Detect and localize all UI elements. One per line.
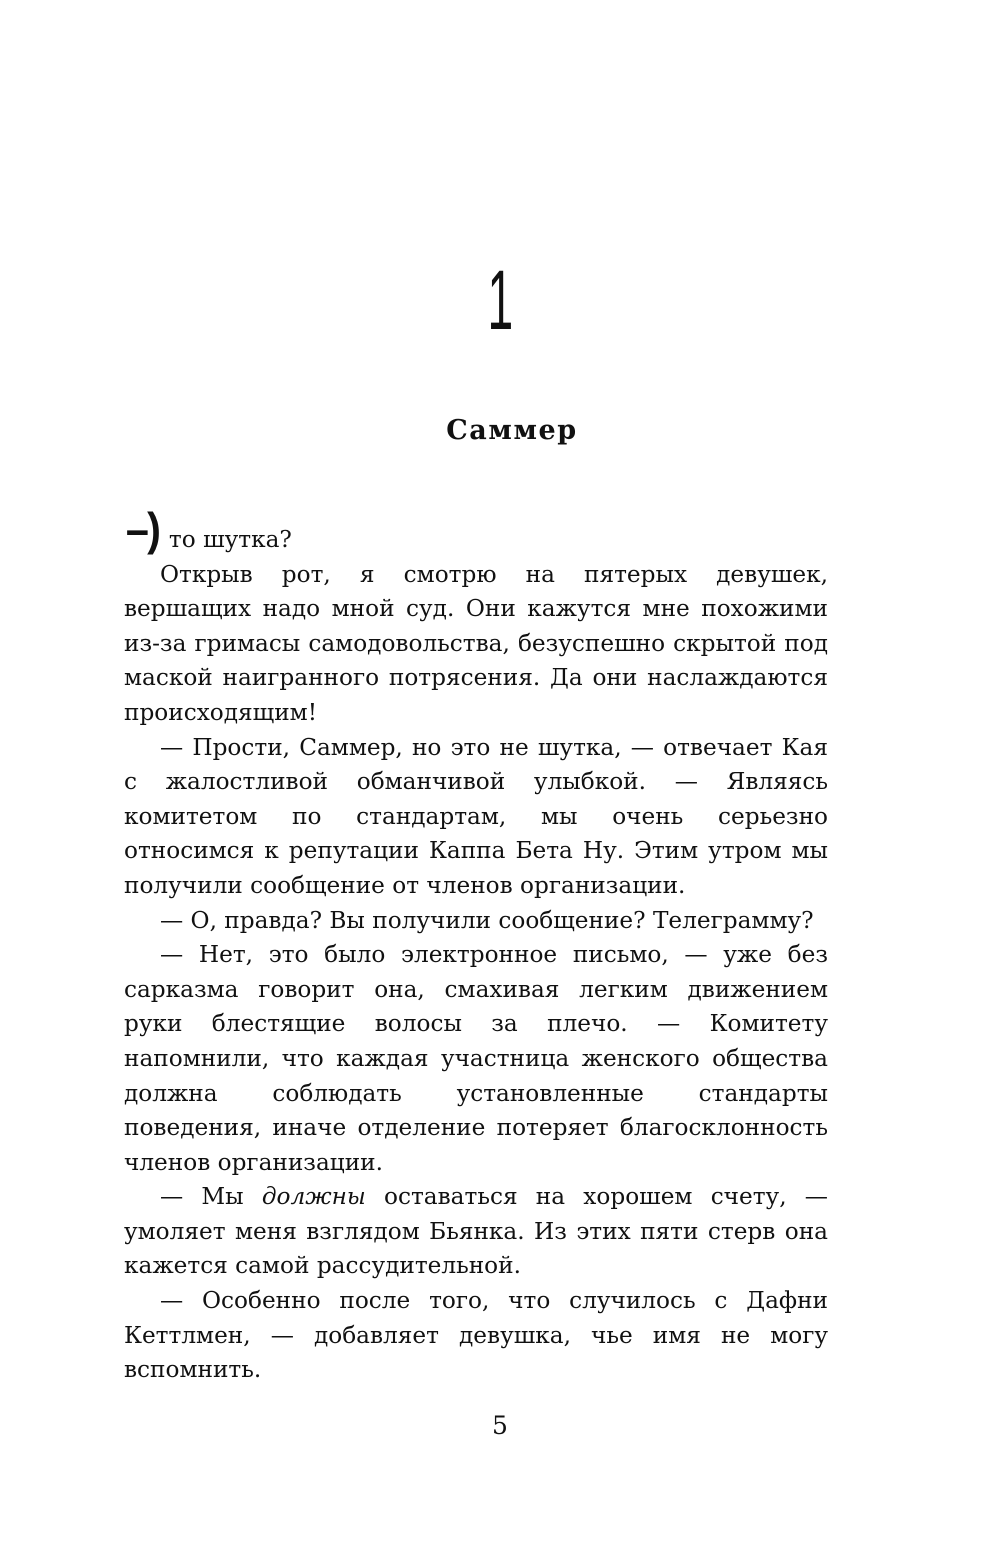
emphasis: должны xyxy=(261,1183,366,1211)
page-number: 5 xyxy=(492,1411,508,1440)
drop-cap: –) xyxy=(125,503,160,555)
paragraph: Открыв рот, я смотрю на пятерых девушек, вершащих надо мной суд. Они кажутся мне похожими из-за гримасы самодовольства, безуспешно скрытой под маской наигранного потрясения. Да они наслаждаются происходящим! xyxy=(124,560,828,726)
paragraph: — Прости, Саммер, но это не шутка, — отвечает Кая с жалостливой обманчивой улыбкой. — Являясь комитетом по стандартам, мы очень серьезно относимся к репутации Каппа Бета Ну. Этим утром мы получили сообщение от членов организации. xyxy=(124,733,828,899)
chapter-text xyxy=(124,503,828,1388)
paragraph: — Особенно после того, что случилось с Дафни Кеттлмен, — добавляет девушка, чье имя не могу вспомнить. xyxy=(124,1287,828,1384)
paragraph: –) то шутка? xyxy=(125,503,292,555)
chapter-title: Саммер xyxy=(446,415,578,446)
paragraph: — О, правда? Вы получили сообщение? Телеграмму? xyxy=(160,906,814,934)
chapter-number: 1 xyxy=(487,253,513,347)
paragraph: — Нет, это было электронное письмо, — уже без сарказма говорит она, смахивая легким движением руки блестящие волосы за плечо. — Комитету напомнили, что каждая участница женского общества должна соблюдать установленные стандарты поведения, иначе отделение потеряет благосклонность членов организации. xyxy=(124,941,828,1176)
paragraph: — Мы должны оставаться на хорошем счету, — умоляет меня взглядом Бьянка. Из этих пяти стерв она кажется самой рассудительной. xyxy=(124,1183,828,1280)
